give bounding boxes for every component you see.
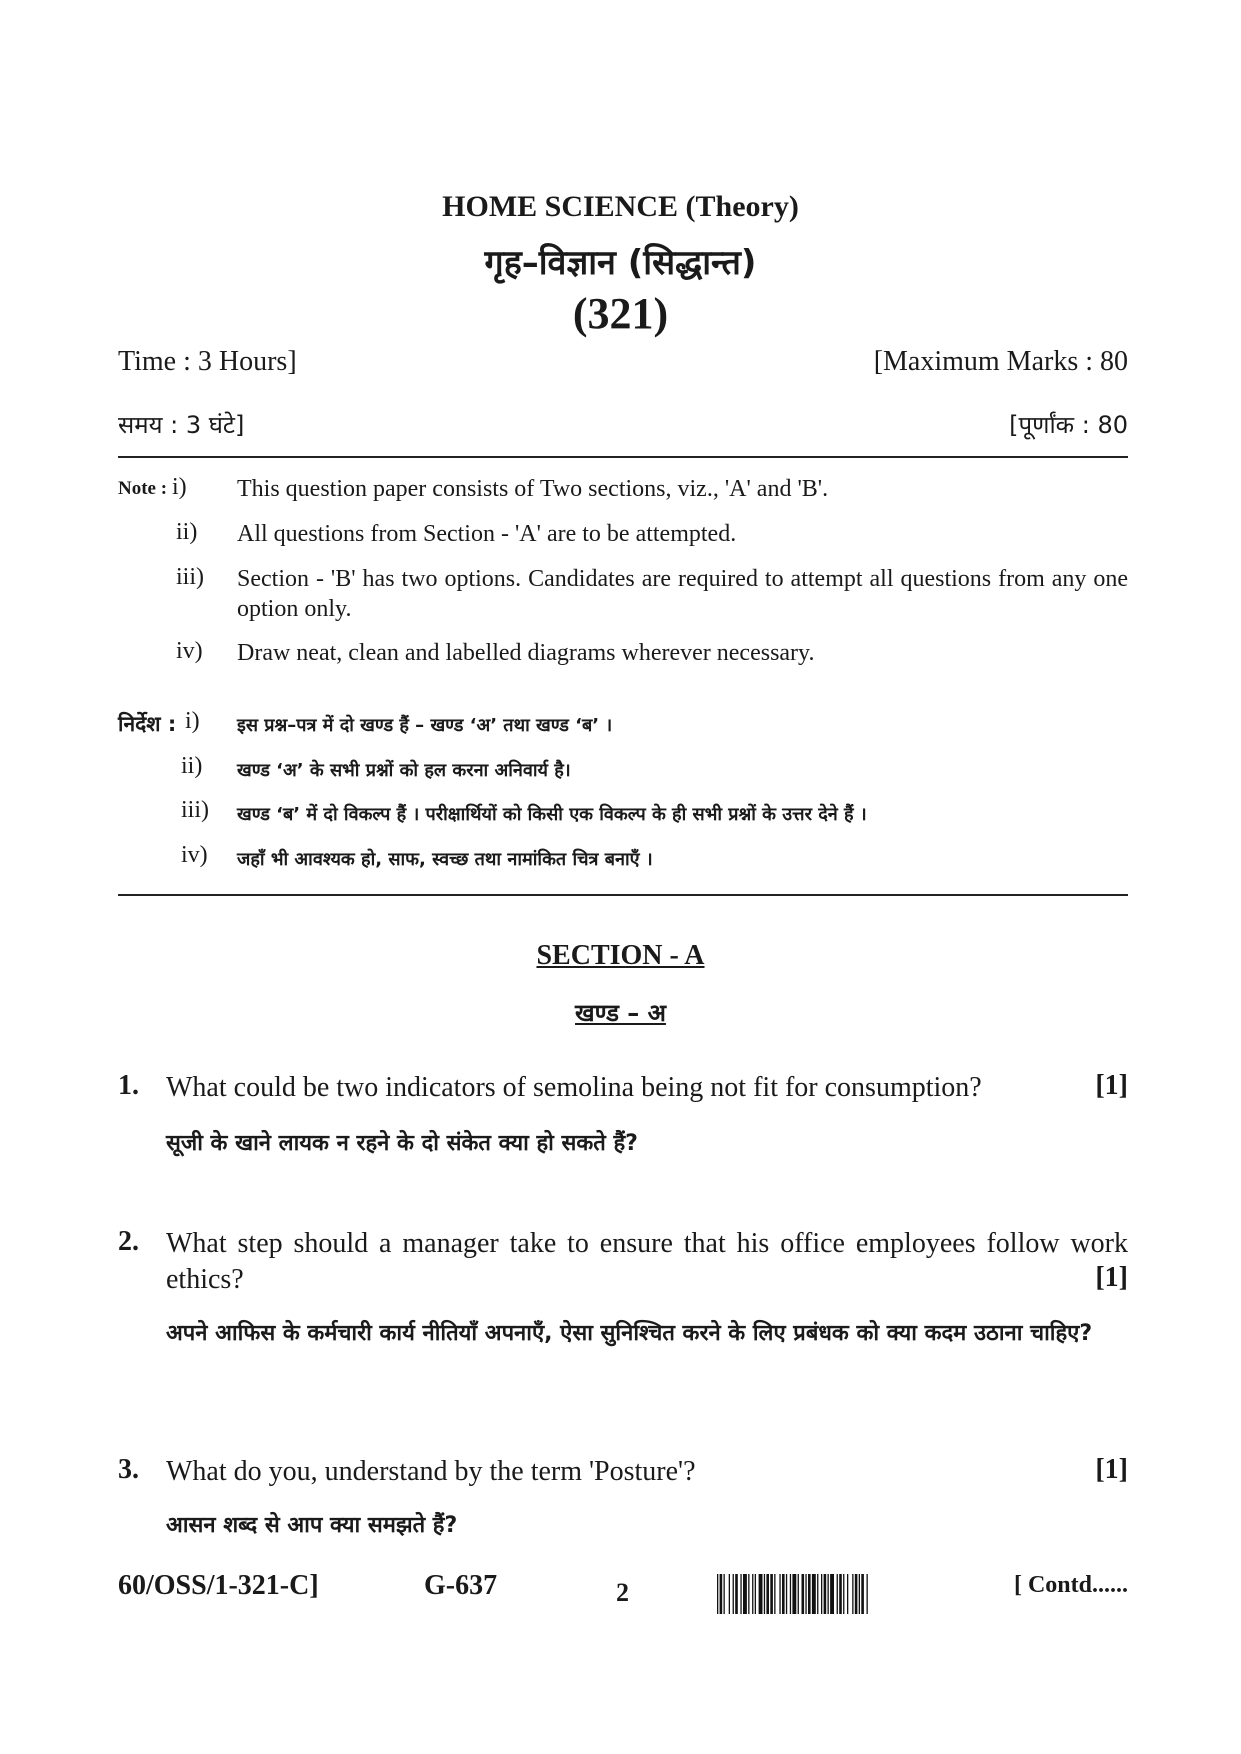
page-number: 2 [616, 1578, 629, 1607]
paper-code: 60/OSS/1-321-C] [118, 1570, 319, 1601]
question-text-hindi: आसन शब्द से आप क्या समझते हैं? [166, 1513, 458, 1538]
question-marks: [1] [1095, 1070, 1128, 1101]
time-english: Time : 3 Hours] [118, 346, 297, 377]
question-number: 2. [118, 1226, 139, 1257]
note-number: ii) [176, 519, 198, 545]
note-number: iv) [181, 842, 208, 868]
max-marks-english: [Maximum Marks : 80 [873, 346, 1128, 377]
paper-title-hindi: गृह–विज्ञान (सिद्धान्त) [484, 243, 757, 283]
time-hindi: समय : 3 घंटे] [118, 411, 245, 439]
question-text: What do you, understand by the term 'Posture'? [166, 1456, 696, 1487]
continued-label: [ Contd...... [1013, 1572, 1128, 1598]
note-number: i) [185, 708, 200, 734]
question-text: What could be two indicators of semolina being not fit for consumption? [166, 1072, 982, 1103]
question-number: 1. [118, 1070, 139, 1101]
note-text: Draw neat, clean and labelled diagrams wherever necessary. [237, 640, 815, 666]
divider-bottom [118, 894, 1128, 896]
note-number: i) [172, 474, 187, 500]
divider-top [118, 456, 1128, 458]
note-number: iii) [181, 797, 209, 823]
question-text: What step should a manager take to ensure that his office employees follow work ethics? [166, 1228, 1128, 1295]
question-number: 3. [118, 1454, 139, 1485]
note-text-hindi: इस प्रश्न–पत्र में दो खण्ड हैं – खण्ड ‘अ’ तथा खण्ड ‘ब’ । [237, 715, 613, 736]
question-text-hindi: अपने आफिस के कर्मचारी कार्य नीतियाँ अपनाएँ, ऐसा सुनिश्चित करने के लिए प्रबंधक को क्या कदम उठाना चाहिए? [166, 1321, 1093, 1346]
question-marks: [1] [1095, 1262, 1128, 1293]
barcode-image [717, 1574, 989, 1614]
note-text: All questions from Section - 'A' are to be attempted. [237, 521, 737, 547]
paper-title: HOME SCIENCE (Theory) [442, 190, 799, 223]
section-title-hindi: खण्ड – अ [575, 999, 666, 1027]
note-number: iii) [176, 564, 204, 590]
note-label: Note : [118, 478, 168, 499]
section-title: SECTION - A [536, 940, 705, 971]
subject-code: (321) [572, 289, 669, 338]
note-text-hindi: जहाँ भी आवश्यक हो, साफ, स्वच्छ तथा नामांकित चित्र बनाएँ । [237, 849, 653, 870]
note-number: ii) [181, 753, 203, 779]
series-code: G-637 [424, 1570, 498, 1601]
question-text-hindi: सूजी के खाने लायक न रहने के दो संकेत क्या हो सकते हैं? [166, 1131, 638, 1156]
note-text-hindi: खण्ड ‘ब’ में दो विकल्प हैं । परीक्षार्थियों को किसी एक विकल्प के ही सभी प्रश्नों के उत्तर देने हैं । [237, 804, 867, 825]
note-text-hindi: खण्ड ‘अ’ के सभी प्रश्नों को हल करना अनिवार्य है। [237, 760, 571, 781]
note-label-hindi: निर्देश : [118, 712, 177, 736]
note-number: iv) [176, 638, 203, 664]
note-text: Section - 'B' has two options. Candidates are required to attempt all questions from any one option only. [237, 566, 1128, 622]
max-marks-hindi: [पूर्णांक : 80 [1009, 411, 1128, 439]
note-text: This question paper consists of Two sections, viz., 'A' and 'B'. [237, 476, 829, 502]
question-marks: [1] [1095, 1454, 1128, 1485]
